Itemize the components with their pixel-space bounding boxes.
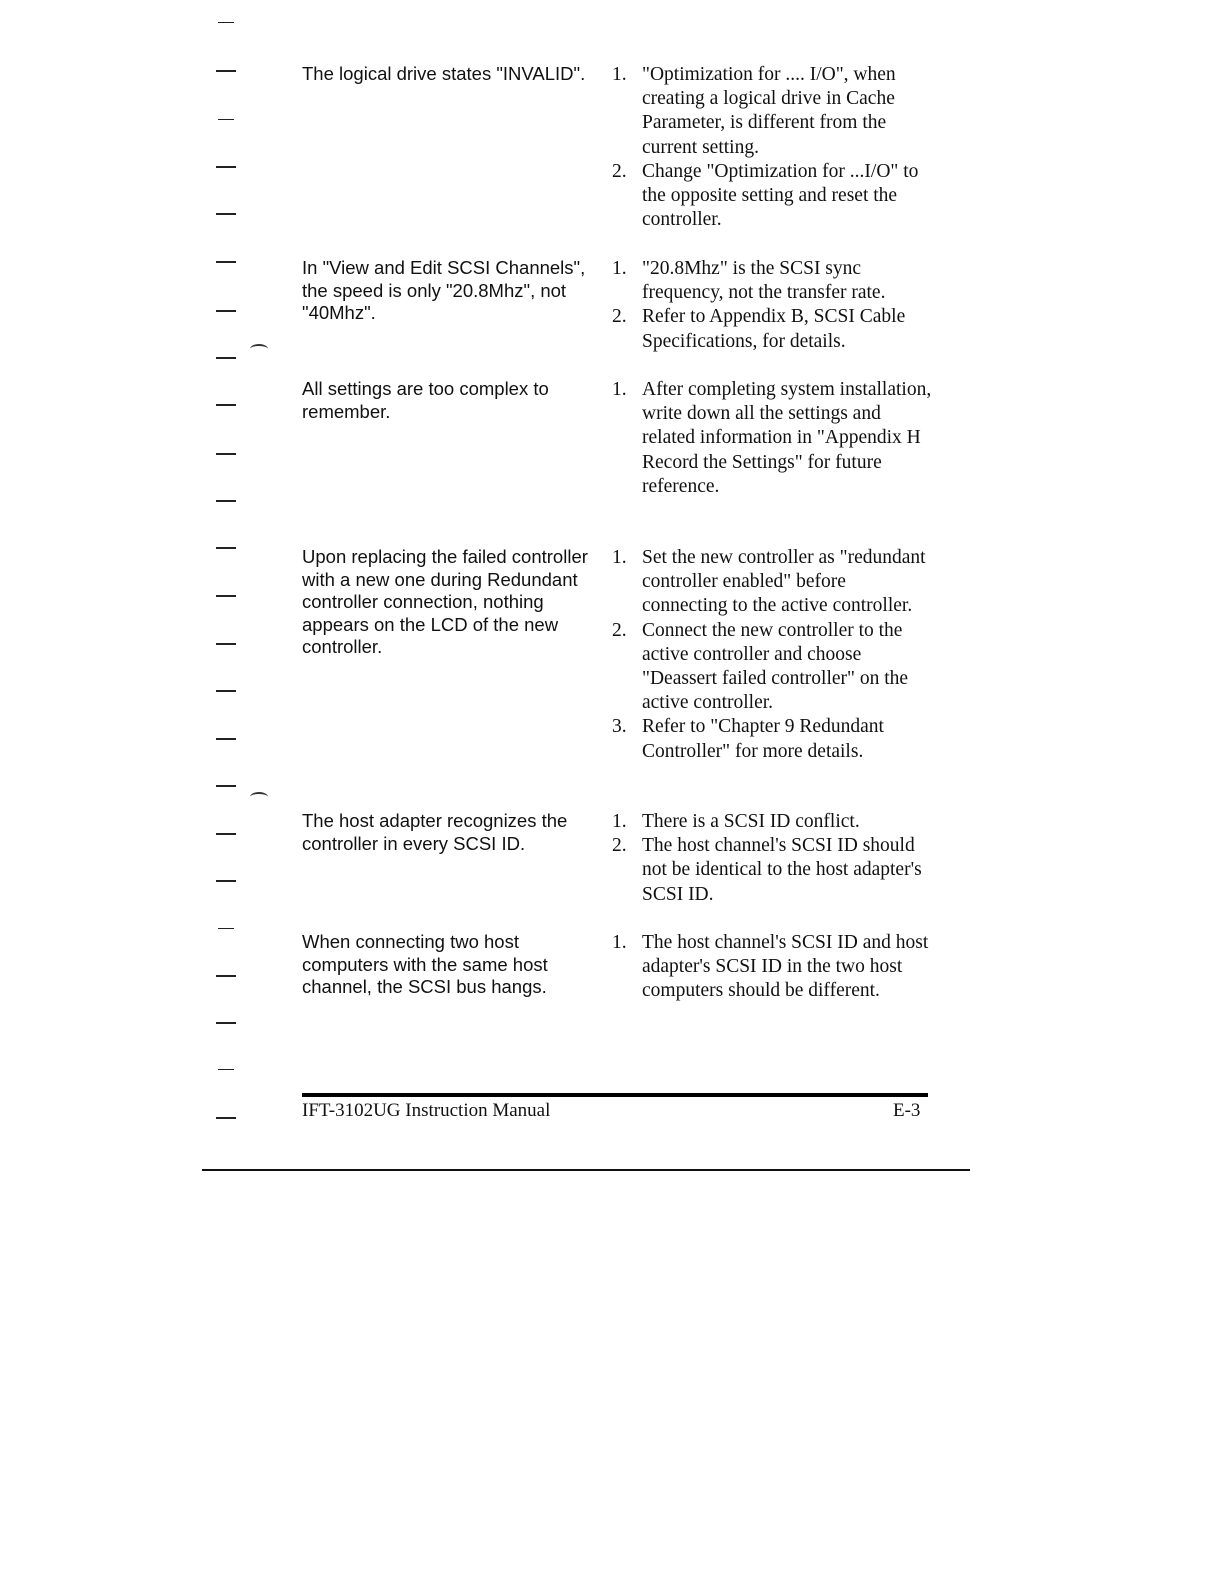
solution-list: [612, 257, 932, 354]
solution-text: Refer to "Chapter 9 Redundant Controller" for more details.: [642, 716, 884, 762]
solution-item: [612, 305, 932, 353]
binding-tick: [216, 70, 236, 72]
solution-item: [612, 810, 932, 834]
binding-tick: [216, 738, 236, 740]
solution-number: 1.: [612, 547, 627, 568]
solution-number: 2.: [612, 306, 627, 328]
binding-tick: [216, 453, 236, 455]
binding-tick: [216, 1117, 236, 1119]
solution-number: 2.: [612, 160, 627, 182]
binding-tick: [216, 880, 236, 882]
solution-item: [612, 715, 932, 763]
binding-curl: [250, 344, 268, 354]
solution-list: [612, 931, 932, 1004]
solution-text: Change "Optimization for ...I/O" to the opposite setting and reset the controller.: [642, 160, 919, 231]
solution-item: [612, 834, 932, 907]
binding-tick: [216, 595, 236, 597]
binding-tick: [216, 975, 236, 977]
binding-curl: [250, 792, 268, 802]
footer-rule: [302, 1093, 928, 1097]
binding-tick: [218, 119, 234, 120]
solution-list: [612, 378, 932, 499]
problem-text: The host adapter recognizes the controller in every SCSI ID.: [302, 810, 568, 854]
solution-item: [612, 378, 932, 499]
solution-text: Set the new controller as "redundant controller enabled" before connecting to the active controller.: [642, 547, 926, 617]
solution-number: 1.: [612, 811, 627, 832]
problem-text: The logical drive states "INVALID".: [302, 63, 586, 84]
solution-text: The host channel's SCSI ID should not be identical to the host adapter's SCSI ID.: [642, 835, 922, 905]
binding-tick: [216, 500, 236, 502]
page-number: E-3: [893, 1100, 921, 1121]
solution-number: 2.: [612, 619, 627, 641]
solution-item: [612, 63, 932, 160]
page-bottom-rule: [202, 1169, 970, 1171]
binding-tick: [216, 785, 236, 787]
binding-tick: [216, 404, 236, 406]
solution-number: 1.: [612, 932, 627, 953]
solution-text: "Optimization for .... I/O", when creating a logical drive in Cache Parameter, is different from the current setting.: [642, 64, 896, 158]
problem-text: In "View and Edit SCSI Channels", the speed is only "20.8Mhz", not "40Mhz".: [302, 257, 586, 323]
problem-text: All settings are too complex to remember.: [302, 378, 549, 422]
solution-number: 1.: [612, 64, 627, 85]
problem-text: Upon replacing the failed controller with a new one during Redundant controller connection, nothing appears on the LCD of the new controller.: [302, 546, 588, 657]
binding-tick: [216, 261, 236, 263]
binding-tick: [216, 833, 236, 835]
binding-tick: [216, 213, 236, 215]
binding-tick: [216, 166, 236, 168]
solution-item: [612, 257, 932, 305]
solution-list: [612, 546, 932, 764]
binding-tick: [216, 1022, 236, 1024]
solution-item: [612, 619, 932, 716]
solution-list: [612, 63, 932, 232]
binding-tick: [216, 643, 236, 645]
solution-item: [612, 160, 932, 233]
solution-text: Refer to Appendix B, SCSI Cable Specifications, for details.: [642, 306, 906, 352]
binding-tick: [218, 22, 234, 23]
binding-tick: [216, 357, 236, 359]
binding-tick: [216, 690, 236, 692]
binding-tick: [218, 1069, 234, 1070]
binding-tick: [216, 547, 236, 549]
binding-tick: [216, 310, 236, 312]
solution-number: 3.: [612, 716, 627, 738]
problem-text: When connecting two host computers with the same host channel, the SCSI bus hangs.: [302, 931, 548, 997]
manual-title: IFT-3102UG Instruction Manual: [302, 1100, 551, 1121]
solution-text: "20.8Mhz" is the SCSI sync frequency, not the transfer rate.: [642, 258, 886, 304]
solution-text: There is a SCSI ID conflict.: [642, 811, 860, 832]
binding-tick: [218, 928, 234, 929]
solution-number: 1.: [612, 379, 627, 400]
solution-text: The host channel's SCSI ID and host adapter's SCSI ID in the two host computers should be different.: [642, 932, 929, 1002]
solution-item: [612, 931, 932, 1004]
solution-text: Connect the new controller to the active controller and choose "Deassert failed controller" on the active controller.: [642, 619, 909, 714]
solution-number: 1.: [612, 258, 627, 279]
solution-number: 2.: [612, 835, 627, 857]
solution-list: [612, 810, 932, 907]
solution-item: [612, 546, 932, 619]
solution-text: After completing system installation, write down all the settings and related information in "Appendix H Record the Settings" for future reference.: [642, 379, 932, 497]
